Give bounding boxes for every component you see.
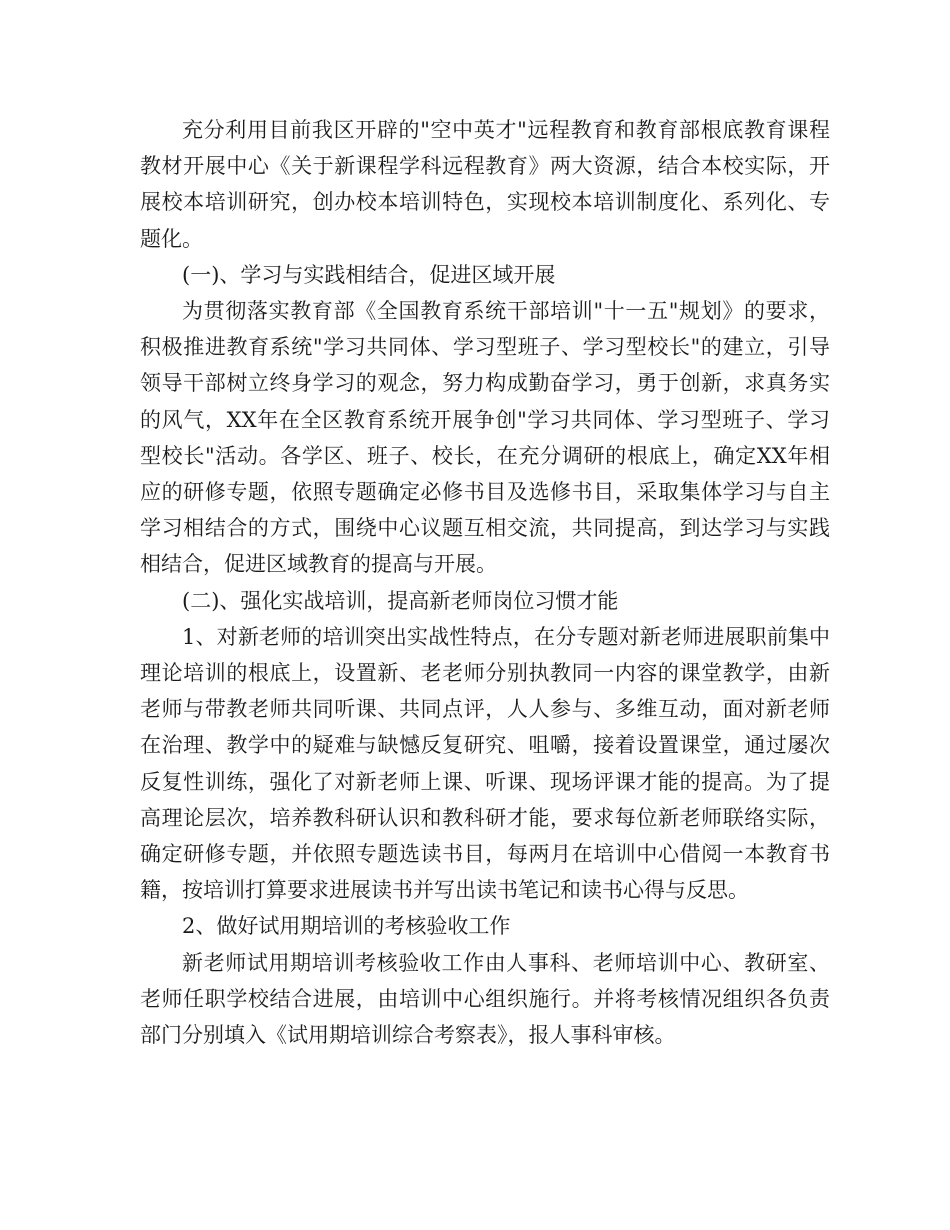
paragraph-intro: 充分利用目前我区开辟的"空中英才"远程教育和教育部根底教育课程教材开展中心《关于新课程学科远程教育》两大资源，结合本校实际，开展校本培训研究，创办校本培训特色，实现校本培训制度化、系列化、专题化。 [140, 118, 830, 251]
heading-section-2: (二)、强化实战培训，提高新老师岗位习惯才能 [182, 588, 619, 613]
paragraph-section-1: 为贯彻落实教育部《全国教育系统干部培训"十一五"规划》的要求，积极推进教育系统"学习共同体、学习型班子、学习型校长"的建立，引导领导干部树立终身学习的观念，努力构成勤奋学习，勇于创新，求真务实的风气，XX年在全区教育系统开展争创"学习共同体、学习型班子、学习型校长"活动。各学区、班子、校长，在充分调研的根底上，确定XX年相应的研修专题，依照专题确定必修书目及选修书目，采取集体学习与自主学习相结合的方式，围绕中心议题互相交流，共同提高，到达学习与实践相结合，促进区域教育的提高与开展。 [140, 299, 830, 577]
paragraph-item-2: 新老师试用期培训考核验收工作由人事科、老师培训中心、教研室、老师任职学校结合进展，由培训中心组织施行。并将考核情况组织各负责部门分别填入《试用期培训综合考察表》，报人事科审核。 [140, 950, 830, 1048]
paragraph-item-1: 1、对新老师的培训突出实战性特点，在分专题对新老师进展职前集中理论培训的根底上，设置新、老老师分别执教同一内容的课堂教学，由新老师与带教老师共同听课、共同点评，人人参与、多维互动，面对新老师在治理、教学中的疑难与缺憾反复研究、咀嚼，接着设置课堂，通过屡次反复性训练，强化了对新老师上课、听课、现场评课才能的提高。为了提高理论层次，培养教科研认识和教科研才能，要求每位新老师联络实际，确定研修专题，并依照专题选读书目，每两月在培训中心借阅一本教育书籍，按培训打算要求进展读书并写出读书笔记和读书心得与反思。 [140, 624, 830, 903]
document-body [140, 112, 830, 1053]
heading-item-2: 2、做好试用期培训的考核验收工作 [182, 914, 511, 939]
heading-section-1: (一)、学习与实践相结合，促进区域开展 [182, 262, 556, 287]
